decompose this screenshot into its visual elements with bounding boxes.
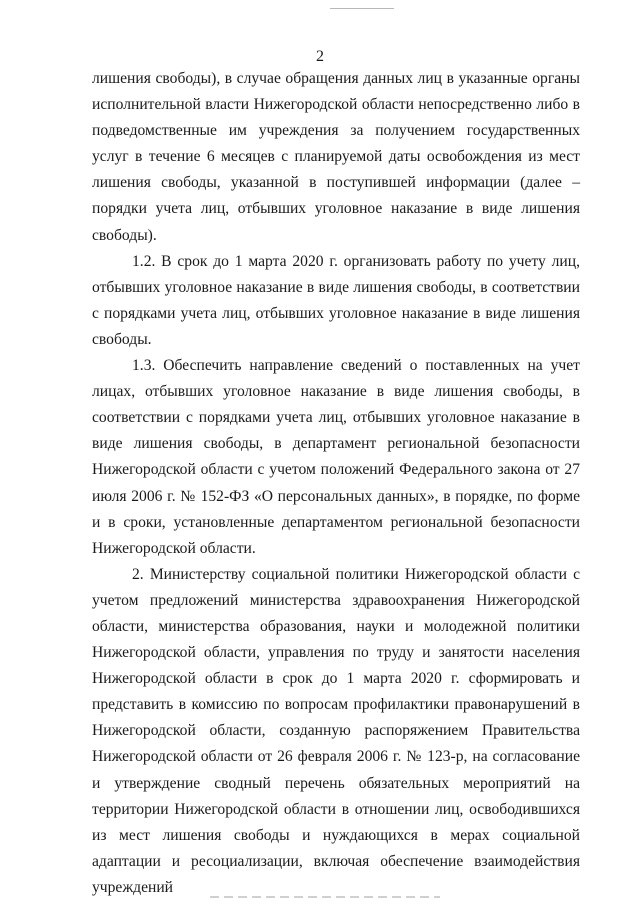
scan-artifact-bottom [210, 896, 440, 898]
document-body [92, 66, 580, 901]
paragraph-2: 2. Министерству социальной политики Нижегородской области с учетом предложений министерства здравоохранения Нижегородской области, министерства образования, науки и молодежной политики Нижегородской области, управления по труду и занятости населения Нижегородской области в срок до 1 марта 2020 г. сформировать и представить в комиссию по вопросам профилактики правонарушений в Нижегородской области, созданную распоряжением Правительства Нижегородской области от 26 февраля 2006 г. № 123-р, на согласование и утверждение сводный перечень обязательных мероприятий на территории Нижегородской области в отношении лиц, освободившихся из мест лишения свободы и нуждающихся в мерах социальной адаптации и ресоциализации, включая обеспечение взаимодействия учреждений [92, 565, 580, 896]
paragraph-1-2: 1.2. В срок до 1 марта 2020 г. организовать работу по учету лиц, отбывших уголовное наказание в виде лишения свободы, в соответствии с порядками учета лиц, отбывших уголовное наказание в виде лишения свободы. [92, 252, 580, 348]
paragraph-continuation: лишения свободы), в случае обращения данных лиц в указанные органы исполнительной власти Нижегородской области непосредственно либо в подведомственные им учреждения за получением государственных услуг в течение 6 месяцев с планируемой даты освобождения из мест лишения свободы, указанной в поступившей информации (далее – порядки учета лиц, отбывших уголовное наказание в виде лишения свободы). [92, 70, 580, 244]
scan-artifact-top [330, 8, 394, 9]
paragraph-1-3: 1.3. Обеспечить направление сведений о поставленных на учет лицах, отбывших уголовное наказание в виде лишения свободы, в соответствии с порядками учета лиц, отбывших уголовное наказание в виде лишения свободы, в департамент региональной безопасности Нижегородской области с учетом положений Федерального закона от 27 июля 2006 г. № 152-ФЗ «О персональных данных», в порядке, по форме и в сроки, установленные департаментом региональной безопасности Нижегородской области. [92, 357, 580, 557]
page-number: 2 [316, 48, 324, 65]
